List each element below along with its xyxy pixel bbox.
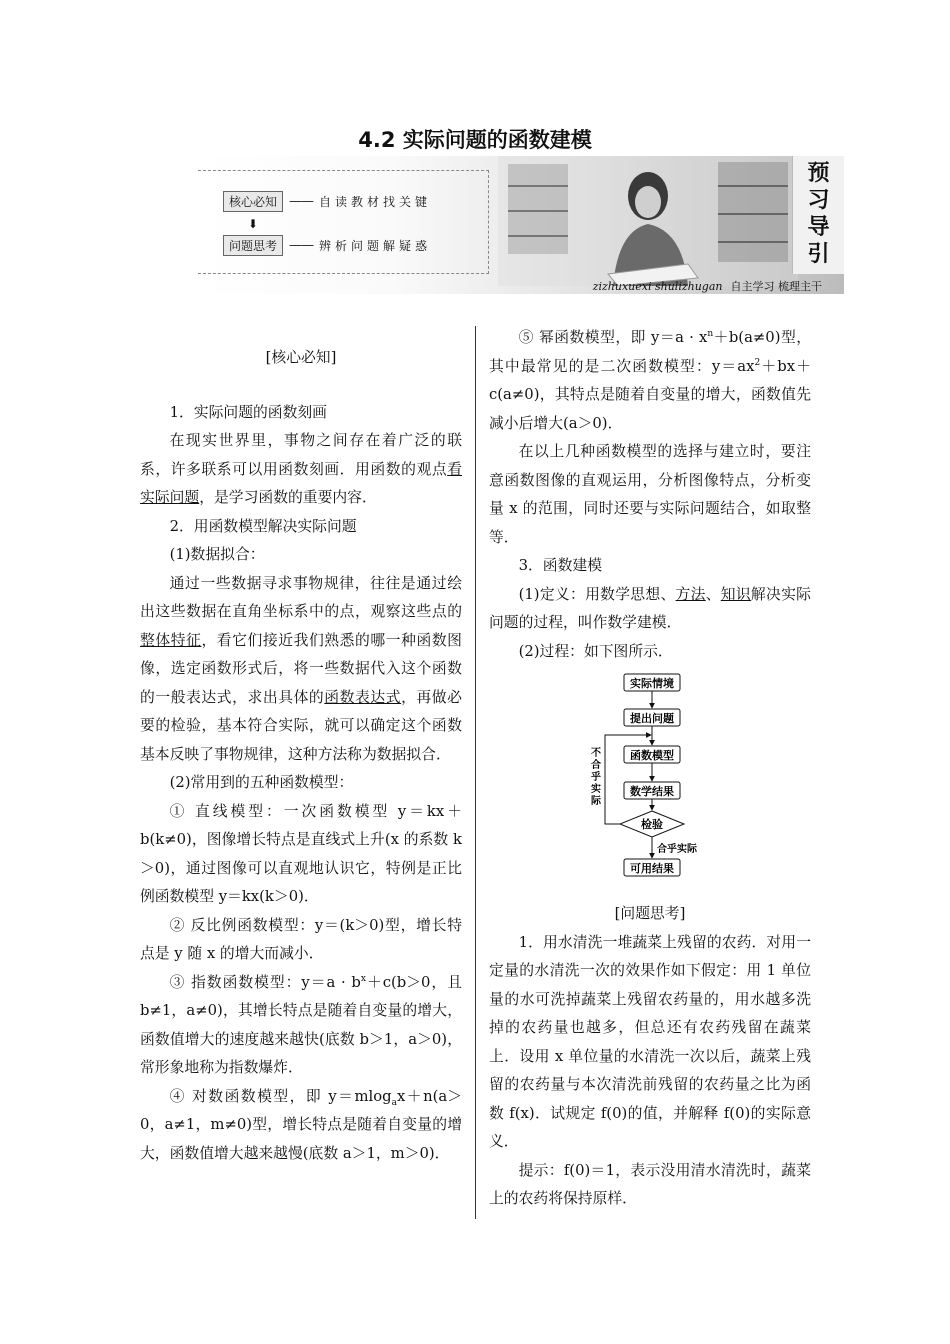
flow-label: 实际情境 — [630, 677, 674, 690]
underlined-term: 整体特征 — [140, 631, 202, 649]
underlined-term: 看实际问题 — [140, 460, 462, 506]
underlined-term: 知识 — [720, 585, 751, 603]
right-column — [489, 324, 811, 1214]
model-linear: ① 直线模型：一次函数模型 y＝kx＋b(k≠0)，图像增长特点是直线式上升(x 的系数 k＞0)，通过图像可以直观地认识它，特例是正比例函数模型 y＝kx(k＞0)． — [140, 802, 462, 905]
flow-label: 函数模型 — [630, 749, 674, 762]
model-exponential: ③ 指数函数模型：$y=a \cdot b^x+c(b>0$，且 b≠1，a≠0)，其增长特点是随着自变量的增大，函数值增大的速度越来越快(底数 b＞1，a＞0)，常形象地称为指数爆炸． — [140, 973, 462, 1076]
underlined-term: 方法 — [675, 585, 706, 603]
paragraph: 在以上几种函数模型的选择与建立时，要注意函数图像的直观运用，分析图像特点，分析变量 x 的范围，同时还要与实际问题结合，如取整等． — [489, 443, 811, 546]
flow-label: 数学结果 — [630, 785, 674, 798]
paragraph: 在现实世界里，事物之间存在着广泛的联系，许多联系可以用函数刻画．用函数的观点看实际问题，是学习函数的重要内容． — [140, 432, 462, 506]
model-logarithmic: ④ 对数函数模型，即 y＝mlog$_a$x＋n(a＞0，a≠1，m≠0)型，增长特点是随着自变量的增大，函数值增大越来越慢(底数 a＞1，m＞0)． — [140, 1087, 462, 1162]
subsection-title: 3．函数建模 — [518, 557, 602, 574]
item-title: (1)数据拟合： — [169, 546, 265, 563]
svg-text:实: 实 — [591, 784, 601, 795]
guide-row-core — [223, 191, 431, 212]
chinese-caption: 自主学习 梳理主干 — [730, 280, 822, 293]
flow-label: 可用结果 — [630, 862, 674, 875]
dash: —— — [289, 238, 314, 253]
svg-text:乎: 乎 — [591, 772, 601, 783]
banner-subline — [593, 278, 822, 294]
column-divider — [475, 326, 476, 1219]
side-char: 导 — [807, 215, 830, 240]
left-column — [140, 344, 462, 1168]
flow-label: 提出问题 — [630, 712, 674, 725]
model-power: ⑤ 幂函数模型，即 $y=a \cdot x^n+b(a\ne 0)$型，其中最常见的是二次函数模型：$y=ax^2+bx+c(a\ne 0)$，其特点是随着自变量的增大，函数值先减小后增大(a＞0)． — [489, 329, 812, 432]
side-char: 预 — [807, 161, 830, 186]
student-reading-photo — [498, 156, 798, 286]
flow-unfit-label — [591, 746, 602, 807]
question-tag: 问题思考 — [223, 235, 283, 256]
preview-banner — [198, 156, 844, 294]
svg-text:合: 合 — [591, 760, 601, 771]
item-title: (2)常用到的五种函数模型： — [169, 774, 354, 791]
process-label: (2)过程：如下图所示． — [518, 642, 673, 660]
model-inverse: ② 反比例函数模型：y＝(k＞0)型，增长特点是 y 随 x 的增大而减小． — [140, 916, 462, 962]
side-char: 引 — [807, 242, 830, 267]
question-desc: 辨析问题解疑惑 — [319, 239, 432, 253]
core-desc: 自读教材找关键 — [319, 195, 432, 209]
subsection-title: 2．用函数模型解决实际问题 — [169, 517, 357, 535]
page-title: 4.2 实际问题的函数建模 — [358, 128, 592, 152]
subsection-title: 1．实际问题的函数刻画 — [169, 403, 327, 421]
core-tag: 核心必知 — [223, 191, 283, 212]
modeling-flowchart — [589, 672, 739, 882]
guide-box — [198, 170, 489, 274]
guide-row-question — [223, 235, 431, 256]
underlined-term: 函数表达式 — [324, 688, 402, 706]
down-arrow-icon: ⬇ — [248, 217, 259, 231]
section-heading: [核心必知] — [265, 349, 337, 366]
flow-label: 检验 — [641, 818, 663, 831]
side-vertical-title — [792, 156, 844, 274]
hint-paragraph: 提示：f(0)＝1，表示没用清水清洗时，蔬菜上的农药将保持原样． — [489, 1161, 811, 1207]
definition: (1)定义：用数学思想、方法、知识解决实际问题的过程，叫作数学建模． — [489, 585, 811, 631]
svg-text:际: 际 — [591, 796, 601, 807]
question-paragraph: 1．用水清洗一堆蔬菜上残留的农药．对用一定量的水清洗一次的效果作如下假定：用 1 单位量的水可洗掉蔬菜上残留农药量的，用水越多洗掉的农药量也越多，但总还有农药残留在蔬菜上．设用 x 单位量的水清洗一次以后，蔬菜上残留的农药量与本次清洗前残留的农药量之比为函数 f(x)．试规定 f(0)的值，并解释 f(0)的实际意义． — [489, 933, 811, 1150]
flow-fit-label: 合乎实际 — [657, 844, 697, 855]
section-heading: [问题思考] — [614, 905, 686, 922]
svg-text:不: 不 — [591, 748, 601, 759]
side-char: 习 — [807, 188, 830, 213]
paragraph: 通过一些数据寻求事物规律，往往是通过绘出这些数据在直角坐标系中的点，观察这些点的整体特征，看它们接近我们熟悉的哪一种函数图像，选定函数形式后，将一些数据代入这个函数的一般表达式，求出具体的函数表达式，再做必要的检验，基本符合实际，就可以确定这个函数基本反映了事物规律，这种方法称为数据拟合． — [140, 574, 462, 763]
dash: —— — [289, 194, 314, 209]
pinyin-caption: zizhuxuexi shulizhugan — [592, 280, 723, 293]
